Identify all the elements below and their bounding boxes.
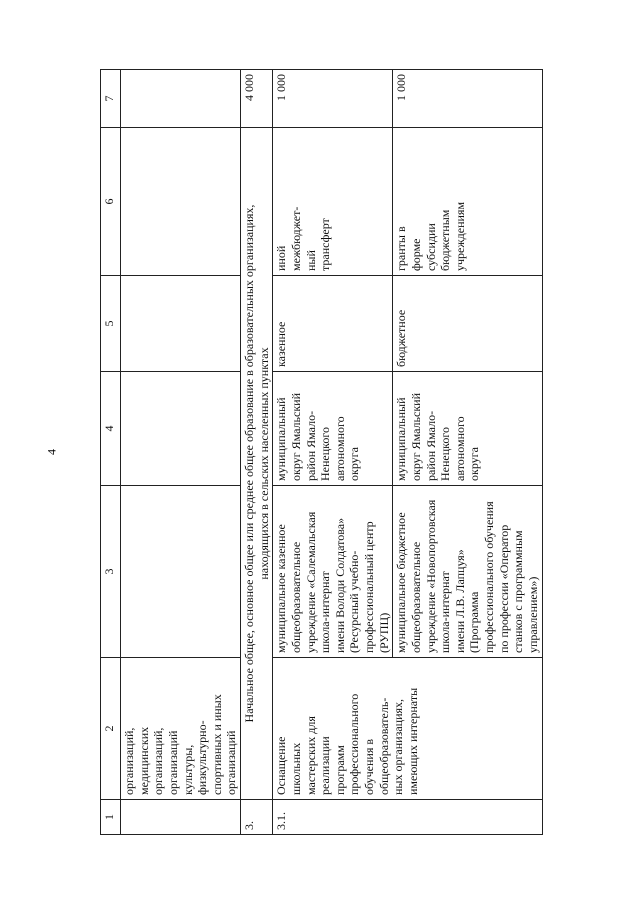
text-line: учреждение «Новопортовская <box>423 499 438 653</box>
funding-form <box>273 128 393 276</box>
section-total: 4 000 <box>241 70 273 128</box>
text-line: округ Ямальский <box>288 392 303 481</box>
text-line: район Ямало- <box>303 410 318 481</box>
text-line: форме <box>408 238 423 271</box>
header-cell: 6 <box>101 128 121 276</box>
table-cell <box>121 276 241 372</box>
text-line: муниципальное казенное <box>274 524 289 653</box>
text-line: школьных <box>288 742 303 795</box>
organization-name <box>393 486 542 658</box>
text-line: ный <box>303 250 318 271</box>
section-title <box>241 128 273 800</box>
text-line: автономного <box>332 416 347 481</box>
text-line: межбюджет- <box>288 206 303 271</box>
text-line: автономного <box>452 416 467 481</box>
text-line: спортивных и иных <box>209 694 224 795</box>
item-number: 3.1. <box>273 800 542 835</box>
text-line: имени Володи Солдатова» <box>332 517 347 653</box>
text-line: округа <box>467 447 482 481</box>
text-line: (Программа <box>467 591 482 653</box>
header-cell: 4 <box>101 372 121 486</box>
text-line: культуры, <box>180 744 195 795</box>
text-line: школа-интернат <box>438 571 453 653</box>
text-line: ных организациях, <box>391 698 406 795</box>
amount: 1 000 <box>393 70 542 128</box>
text-line: округа <box>347 447 362 481</box>
text-line: организаций <box>224 730 239 795</box>
text-line: (Ресурсный учебно- <box>347 550 362 653</box>
text-line: реализации <box>318 736 333 795</box>
table-cell <box>121 372 241 486</box>
text-line: субсидии <box>423 223 438 271</box>
text-line: станков с программным <box>511 530 526 653</box>
organization-name <box>273 486 393 658</box>
funding-form <box>393 128 542 276</box>
municipality <box>273 372 393 486</box>
text-line: бюджетным <box>438 209 453 271</box>
table-cell <box>121 486 241 658</box>
continuation-text <box>121 658 241 800</box>
text-line: профессионального обучения <box>482 501 496 653</box>
text-line: общеобразовательное <box>288 541 303 653</box>
rotated-table-container <box>100 70 585 835</box>
text-line: учреждение «Салемальская <box>303 511 318 653</box>
header-row <box>101 70 121 835</box>
table-cell <box>121 128 241 276</box>
text-line: организаций, <box>151 727 166 795</box>
item-name <box>273 658 542 800</box>
text-line: обучения в <box>362 738 376 795</box>
header-cell: 7 <box>101 70 121 128</box>
municipality <box>393 372 542 486</box>
continuation-row <box>121 70 241 835</box>
text-line: общеобразователь- <box>376 697 391 795</box>
text-line: учреждениям <box>452 201 467 271</box>
institution-type: бюджетное <box>393 276 542 372</box>
data-table <box>100 69 543 835</box>
table-cell <box>121 800 241 835</box>
text-line: Оснащение <box>274 736 289 795</box>
header-cell: 5 <box>101 276 121 372</box>
text-line: физкультурно- <box>195 720 210 795</box>
text-line: мастерских для <box>303 716 318 795</box>
text-line: иной <box>274 245 289 271</box>
text-line: район Ямало- <box>423 410 438 481</box>
text-line: округ Ямальский <box>408 392 423 481</box>
text-line: профессиональный центр <box>362 521 376 653</box>
text-line: муниципальный <box>394 397 409 481</box>
text-line: трансферт <box>318 218 333 271</box>
text-line: гранты в <box>394 226 409 271</box>
text-line: организаций <box>165 730 180 795</box>
text-line: профессионального <box>347 693 362 795</box>
section-number: 3. <box>241 800 273 835</box>
header-cell: 2 <box>101 658 121 800</box>
table-row <box>273 70 393 835</box>
text-line: школа-интернат <box>318 571 333 653</box>
text-line: муниципальный <box>274 397 289 481</box>
table-cell <box>121 70 241 128</box>
page-number: 4 <box>44 449 59 455</box>
text-line: медицинских <box>136 726 151 795</box>
header-cell: 3 <box>101 486 121 658</box>
text-line: Ненецкого <box>318 426 333 481</box>
text-line: Ненецкого <box>438 426 453 481</box>
text-line: находящихся в сельских населенных пунктах <box>256 347 271 580</box>
text-line: имени Л.В. Лапцуя» <box>452 549 467 653</box>
text-line: (РУПЦ) <box>376 612 391 653</box>
text-line: муниципальное бюджетное <box>394 512 409 653</box>
text-line: по профессии «Оператор <box>496 524 511 653</box>
text-line: программ <box>332 745 347 795</box>
text-line: Начальное общее, основное общее или среднее общее образование в образовательных организациях, <box>242 204 256 723</box>
text-line: организаций, <box>122 727 136 795</box>
section-row <box>241 70 273 835</box>
amount: 1 000 <box>273 70 393 128</box>
text-line: управлением») <box>525 576 540 653</box>
text-line: имеющих интернаты <box>405 687 420 795</box>
header-cell: 1 <box>101 800 121 835</box>
text-line: общеобразовательное <box>408 541 423 653</box>
institution-type: казенное <box>273 276 393 372</box>
